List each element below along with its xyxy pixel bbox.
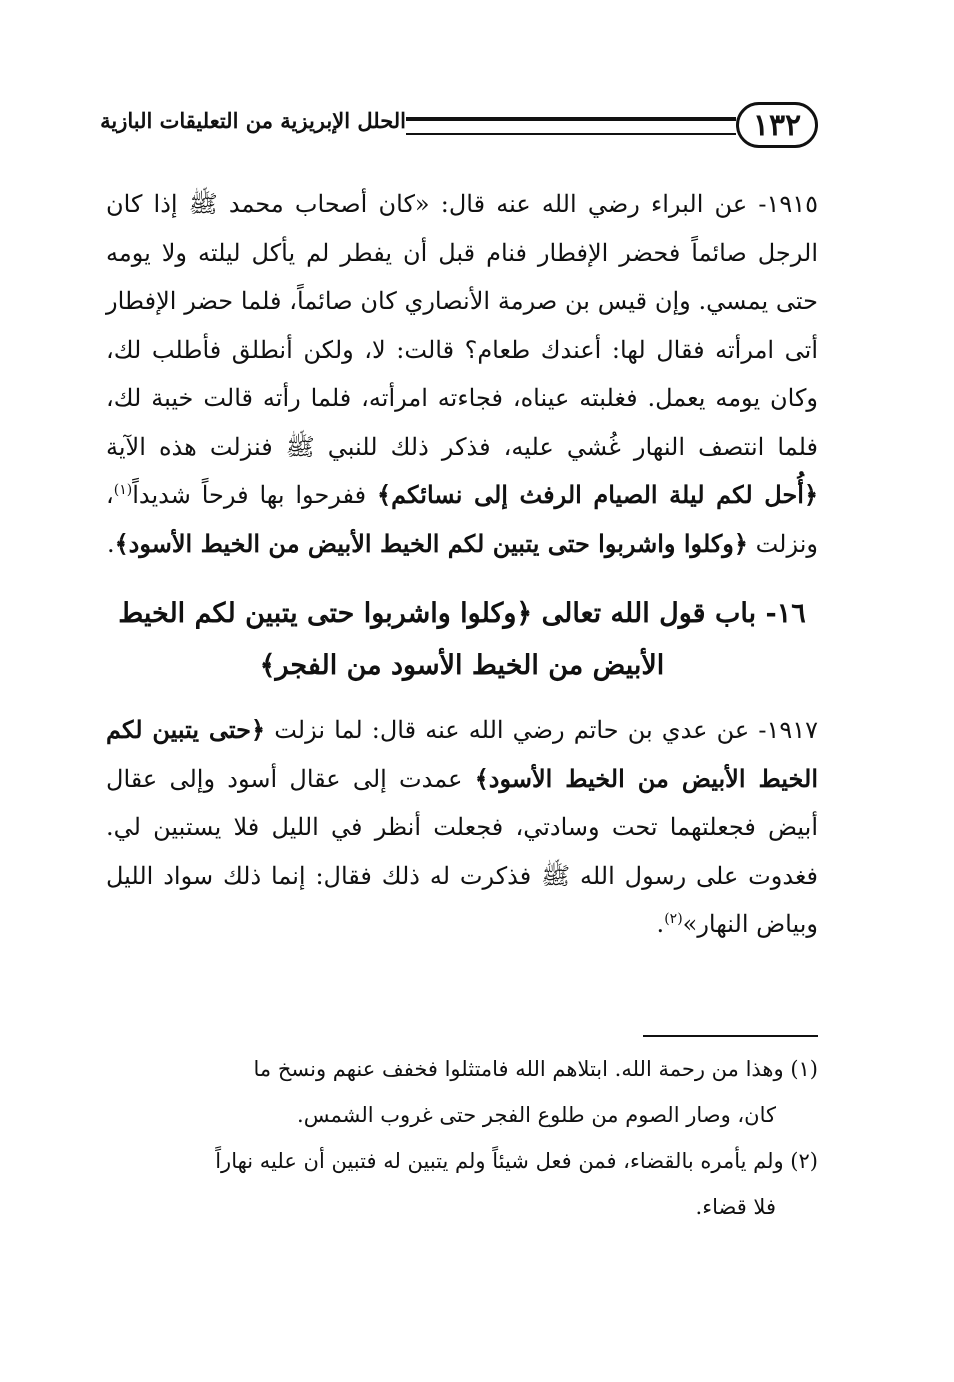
page-header (100, 100, 818, 156)
footnotes (106, 1046, 818, 1230)
footnote-2-continued: فلا قضاء. (695, 1195, 776, 1219)
footnote-2: (٢) ولم يأمره بالقضاء، فمن فعل شيئاً ولم يتبين له فتبين أن عليه نهاراً (215, 1149, 818, 1173)
footnote-1: (١) وهذا من رحمة الله. ابتلاهم الله فامتثلوا فخفف عنهم ونسخ ما (253, 1057, 818, 1081)
page-number: ١٣٢ (752, 107, 802, 143)
hadith-1915: ١٩١٥- عن البراء رضي الله عنه قال: «كان أصحاب محمد ﷺ إذا كان الرجل صائماً فحضر الإفطار فنام قبل أن يفطر لم يأكل ليلته ولا يومه حتى يمسي. وإن قيس بن صرمة الأنصاري كان صائماً، فلما حضر الإفطار أتى امرأته فقال لها: أعندك طعام؟ قالت: لا، ولكن أنطلق فأطلب لك، وكان يومه يعمل. فغلبته عيناه، فجاءته امرأته، فلما رأته قالت خيبة لك، فلما انتصف النهار غُشي عليه، فذكر ذلك للنبي ﷺ فنزلت هذه الآية ﴿أُحل لكم ليلة الصيام الرفث إلى نسائكم﴾ ففرحوا بها فرحاً شديداً$^{(١)}$، ونزلت ﴿وكلوا واشربوا حتى يتبين لكم الخيط الأبيض من الخيط الأسود﴾. (106, 190, 819, 558)
main-text (106, 180, 818, 949)
quran-verse: ﴿وكلوا واشربوا حتى يتبين لكم الخيط الأبيض من الخيط الأسود﴾ (114, 528, 748, 558)
book-title: الحلل الإبريزية من التعليقات البازية (100, 108, 406, 133)
footnote-ref-2[interactable]: (٢) (664, 911, 683, 927)
hadith-1917: ١٩١٧- عن عدي بن حاتم رضي الله عنه قال: لما نزلت ﴿حتى يتبين لكم الخيط الأبيض من الخيط الأسود﴾ عمدت إلى عقال أسود وإلى عقال أبيض فجعلتهما تحت وسادتي، فجعلت أنظر في الليل فلا يستبين لي. فغدوت على رسول الله ﷺ فذكرت له ذلك فقال: إنما ذلك سواد الليل وبياض النهار»$^{(٢)}$. (106, 715, 819, 938)
quran-verse: ﴿أُحل لكم ليلة الصيام الرفث إلى نسائكم﴾ (377, 480, 819, 509)
footnote-separator (643, 1035, 818, 1037)
footnote-ref-1[interactable]: (١) (113, 482, 133, 498)
page-number-badge (736, 102, 818, 148)
chapter-heading: ١٦- باب قول الله تعالى ﴿وكلوا واشربوا حتى يتبين لكم الخيط الأبيض من الخيط الأسود من الفجر﴾ (118, 598, 806, 681)
quran-verse: ﴿حتى يتبين لكم الخيط الأبيض من الخيط الأسود﴾ (106, 715, 818, 793)
header-double-rule (406, 117, 736, 135)
footnote-1-continued: كان، وصار الصوم من طلوع الفجر حتى غروب الشمس. (297, 1103, 776, 1127)
